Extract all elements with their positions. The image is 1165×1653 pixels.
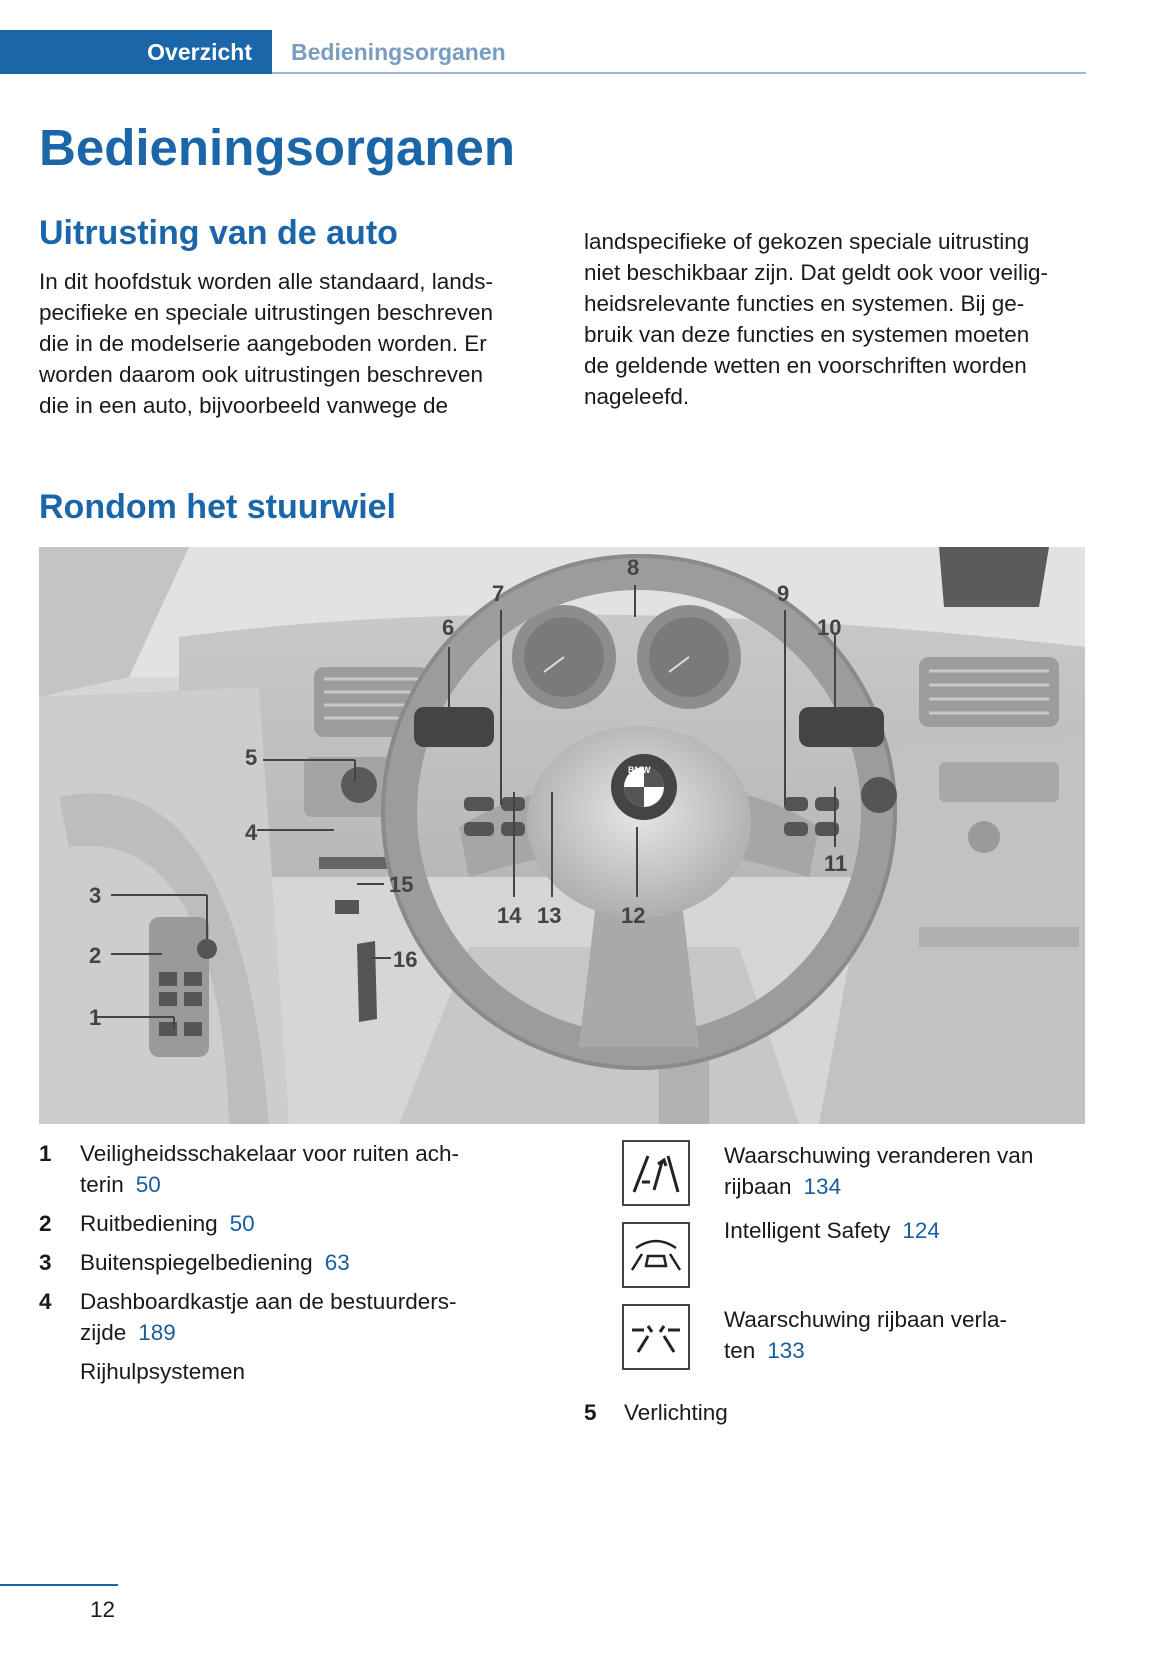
text-line: In dit hoofdstuk worden alle standaard, lands- <box>39 269 494 294</box>
text-line: pecifieke en speciale uitrustingen beschreven <box>39 300 494 325</box>
intro-column-left <box>39 266 539 421</box>
callout-8: 8 <box>627 555 640 580</box>
text-line: bruik van deze functies en systemen moeten <box>584 322 1030 347</box>
cockpit-illustration <box>39 547 1085 1124</box>
legend-label: Verlichting <box>624 1400 728 1425</box>
bmw-logo <box>611 754 677 820</box>
callout-16: 16 <box>393 947 418 972</box>
legend-label: Veiligheidsschakelaar voor ruiten ach- <box>80 1141 459 1166</box>
legend-item-4 <box>39 1286 539 1348</box>
section-title-uitrusting: Uitrusting van de auto <box>39 214 398 252</box>
legend-label: Ruitbediening <box>80 1211 218 1236</box>
page-link-133[interactable]: 133 <box>767 1338 805 1363</box>
symbol-label: ten <box>724 1338 756 1363</box>
page-link-189[interactable]: 189 <box>138 1320 176 1345</box>
legend-number: 5 <box>584 1400 597 1425</box>
symbol-label: Waarschuwing veranderen van <box>724 1143 1034 1168</box>
page-link-124[interactable]: 124 <box>902 1218 940 1243</box>
callout-3: 3 <box>89 883 102 908</box>
legend-number: 3 <box>39 1250 52 1275</box>
lane-change-warning-icon <box>622 1140 690 1206</box>
legend-label: Buitenspiegelbediening <box>80 1250 313 1275</box>
legend-item-3 <box>39 1247 539 1278</box>
callout-6: 6 <box>442 615 455 640</box>
page-title: Bedieningsorganen <box>39 119 516 176</box>
legend-label: Rijhulpsystemen <box>80 1359 246 1384</box>
legend-item-5 <box>584 1397 984 1428</box>
callout-4: 4 <box>245 820 258 845</box>
page-link-63[interactable]: 63 <box>324 1250 350 1275</box>
legend-label: terin <box>80 1172 124 1197</box>
text-line: heidsrelevante functies en systemen. Bij ge- <box>584 291 1025 316</box>
symbol-description <box>724 1215 1064 1246</box>
callout-11: 11 <box>824 851 848 876</box>
page-link-50[interactable]: 50 <box>229 1211 255 1236</box>
page-number: 12 <box>90 1597 116 1622</box>
footer-divider <box>0 1584 118 1586</box>
page-link-134[interactable]: 134 <box>803 1174 842 1199</box>
legend-subheading <box>39 1356 539 1387</box>
callout-14: 14 <box>497 903 522 928</box>
legend-number: 1 <box>39 1141 52 1166</box>
legend-item-2 <box>39 1208 539 1239</box>
breadcrumb-current-section: Bedieningsorganen <box>291 39 506 65</box>
callout-1: 1 <box>89 1005 102 1030</box>
symbol-description <box>724 1304 1064 1366</box>
chapter-tab-overzicht[interactable]: Overzicht <box>0 30 272 74</box>
callout-12: 12 <box>621 903 646 928</box>
callout-15: 15 <box>389 872 414 897</box>
header-divider <box>272 72 1086 74</box>
text-line: niet beschikbaar zijn. Dat geldt ook voor veilig- <box>584 260 1048 285</box>
page-link-50[interactable]: 50 <box>135 1172 161 1197</box>
symbol-label: Waarschuwing rijbaan verla- <box>724 1307 1008 1332</box>
symbol-label: rijbaan <box>724 1174 792 1199</box>
callout-10: 10 <box>817 615 842 640</box>
intro-column-right <box>584 226 1084 412</box>
symbol-description <box>724 1140 1064 1202</box>
text-line: die in de modelserie aangeboden worden. Er <box>39 331 487 356</box>
legend-number: 2 <box>39 1211 52 1236</box>
section-title-stuurwiel: Rondom het stuurwiel <box>39 488 396 526</box>
legend-label: Dashboardkastje aan de bestuurders- <box>80 1289 457 1314</box>
intelligent-safety-icon <box>622 1222 690 1288</box>
cockpit-drawing <box>39 547 1085 1124</box>
text-line: de geldende wetten en voorschriften worden <box>584 353 1027 378</box>
text-line: worden daarom ook uitrustingen beschreven <box>39 362 484 387</box>
bmw-logo-text: BMW <box>628 765 651 775</box>
legend-label: zijde <box>80 1320 127 1345</box>
text-line: landspecifieke of gekozen speciale uitrusting <box>584 229 1030 254</box>
callout-13: 13 <box>537 903 562 928</box>
legend-item-1 <box>39 1138 539 1200</box>
callout-5: 5 <box>245 745 258 770</box>
callout-9: 9 <box>777 581 790 606</box>
legend-number: 4 <box>39 1289 52 1314</box>
text-line: die in een auto, bijvoorbeeld vanwege de <box>39 393 449 418</box>
text-line: nageleefd. <box>584 384 690 409</box>
callout-2: 2 <box>89 943 102 968</box>
lane-departure-warning-icon <box>622 1304 690 1370</box>
legend-list-left <box>39 1138 539 1395</box>
callout-7: 7 <box>492 581 505 606</box>
symbol-label: Intelligent Safety <box>724 1218 891 1243</box>
